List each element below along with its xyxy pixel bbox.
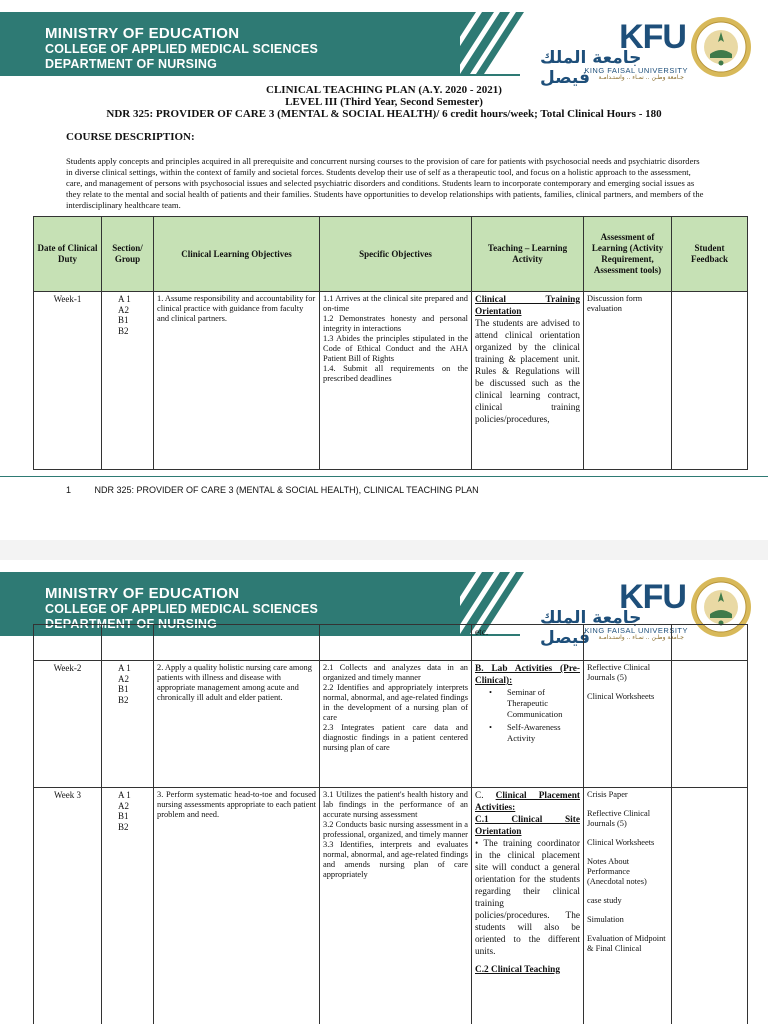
week-1-activity <box>472 292 584 470</box>
banner-stripes <box>420 12 540 74</box>
week-2-cell: Week-2 <box>34 661 102 788</box>
assessment-item: Reflective Clinical Journals (5) <box>587 809 651 828</box>
kfu-arabic-name: جامعة الملك فيصل <box>540 48 642 88</box>
specific-objective: 3.1 Utilizes the patient's health history and lab findings in the performance of an accurate nursing assessment <box>323 790 468 819</box>
plan-titles <box>0 84 768 120</box>
table-row <box>34 661 748 788</box>
empty-cell <box>584 625 672 661</box>
activity-subtitle: C.1 Clinical Site Orientation <box>475 815 580 837</box>
week-2-activity <box>472 661 584 788</box>
department-title: DEPARTMENT OF NURSING <box>45 56 218 71</box>
footer-text: NDR 325: PROVIDER OF CARE 3 (MENTAL & SOCIAL HEALTH), CLINICAL TEACHING PLAN <box>94 485 479 495</box>
course-description-heading: COURSE DESCRIPTION: <box>66 131 195 143</box>
group-label: A 1 <box>118 294 131 304</box>
group-label: B1 <box>118 684 129 694</box>
week-3-cell: Week 3 <box>34 788 102 1024</box>
group-label: B1 <box>118 315 129 325</box>
empty-cell <box>102 625 154 661</box>
college-title: COLLEGE OF APPLIED MEDICAL SCIENCES <box>45 602 318 616</box>
assessment-item: Evaluation of Midpoint & Final Clinical <box>587 934 666 953</box>
page-gap <box>0 540 768 560</box>
kfu-english-name: KING FAISAL UNIVERSITY <box>584 66 688 75</box>
activity-prefix: C. <box>475 791 484 801</box>
kfu-arabic-slogan: جـامعة وطـن .. نمـاء .. واستـدامـة <box>598 634 684 641</box>
header-group: Section/ Group <box>102 217 154 292</box>
week-3-activity <box>472 788 584 1024</box>
title-line-2: LEVEL III (Third Year, Second Semester) <box>285 96 483 108</box>
week-1-assessment: Discussion form evaluation <box>584 292 672 470</box>
week-1-specific-objectives <box>320 292 472 470</box>
title-line-1: CLINICAL TEACHING PLAN (A.Y. 2020 - 2021) <box>266 84 502 96</box>
ministry-block <box>45 26 318 70</box>
header-teaching-activity: Teaching – Learning Activity <box>472 217 584 292</box>
activity-title: B. Lab Activities (Pre-Clinical): <box>475 664 580 686</box>
kfu-letters: KFU <box>619 578 686 616</box>
continued-activity: etc. <box>472 625 584 661</box>
week-1-objective: 1. Assume responsibility and accountability for clinical practice with guidance from faculty and clinical partners. <box>154 292 320 470</box>
group-label: A2 <box>118 800 129 811</box>
group-label: A 1 <box>118 790 131 800</box>
kfu-logo <box>540 18 690 88</box>
activity-text: The students are advised to attend clinical orientation organized by the clinical training & placement unit. Rules & Regulations will be discussed such as the clinical learning contract, clinical training policies/procedures, <box>475 319 580 425</box>
page-number: 1 <box>66 485 72 495</box>
bullet-icon: • <box>489 722 493 732</box>
week-1-groups <box>102 292 154 470</box>
list-item <box>485 722 580 744</box>
course-description-text: Students apply concepts and principles acquired in all prerequisite and concurrent nursing courses to the provision of care for patients with psychosocial needs and psychiatric disorders in diverse clinical settings, within the context of family and societal forces. Students develop their use of self as a therapeutic tool, and focus on a holistic approach to the assessment, care, and management of persons with psychosocial issues and selected psychiatric disorders and conditions. Students learn to incorporate contemporary and emerging social issues as they relate to the mental and social health of patients and their families. Students have opportunities to develop relationships with patients, families, clinical partners, and members of the interdisciplinary healthcare team. <box>66 156 704 210</box>
empty-cell <box>154 625 320 661</box>
teaching-plan-table-1 <box>33 216 748 470</box>
activity-list <box>475 687 580 744</box>
table-row <box>34 788 748 1024</box>
assessment-item: Clinical Worksheets <box>587 692 655 701</box>
page-footer <box>66 485 479 495</box>
activity-text-body: The training coordinator in the clinical placement site will conduct a general orientation for the students regarding their clinical training policies/procedures. The students will also be oriented to the different units. <box>475 839 581 957</box>
week-3-assessment <box>584 788 672 1024</box>
specific-objective: 2.1 Collects and analyzes data in an organized and timely manner <box>323 663 468 682</box>
banner-underline <box>0 74 520 76</box>
specific-objective: 1.1 Arrives at the clinical site prepared and on-time <box>323 294 468 313</box>
college-title: COLLEGE OF APPLIED MEDICAL SCIENCES <box>45 42 318 56</box>
activity-item: Self-Awareness Activity <box>507 722 561 743</box>
ministry-title: MINISTRY OF EDUCATION <box>45 25 240 42</box>
week-3-groups <box>102 788 154 1024</box>
group-label: A 1 <box>118 663 131 673</box>
assessment-item: Crisis Paper <box>587 790 628 799</box>
department-title: DEPARTMENT OF NURSING <box>45 616 218 631</box>
week-2-specific-objectives <box>320 661 472 788</box>
activity-subtitle-2: C.2 Clinical Teaching <box>475 965 560 975</box>
footer-divider <box>0 476 768 477</box>
week-2-assessment <box>584 661 672 788</box>
bullet-icon: • <box>489 687 493 697</box>
activity-text <box>475 838 580 958</box>
group-label: B1 <box>118 811 129 821</box>
group-label: B2 <box>118 325 129 336</box>
table-row <box>34 292 748 470</box>
specific-objective: 3.3 Identifies, interprets and evaluates normal, abnormal, and age-related findings and amends nursing plan of care appropriately <box>323 840 468 879</box>
header-specific-objectives: Specific Objectives <box>320 217 472 292</box>
bullet-icon: • <box>475 839 479 849</box>
specific-objective: 2.2 Identifies and appropriately interprets normal, abnormal, and age-related findings in the development of a nursing plan of care <box>323 683 468 722</box>
header-student-feedback: Student Feedback <box>672 217 748 292</box>
group-label: A2 <box>118 673 129 684</box>
university-seal-icon <box>690 16 752 78</box>
specific-objective: 1.4. Submit all requirements on the prescribed deadlines <box>323 364 468 383</box>
assessment-item: Clinical Worksheets <box>587 838 655 847</box>
empty-cell <box>320 625 472 661</box>
activity-item: Seminar of Therapeutic Communication <box>507 687 563 719</box>
assessment-item: Notes About Performance (Anecdotal notes) <box>587 857 647 886</box>
header-assessment: Assessment of Learning (Activity Requirement, Assessment tools) <box>584 217 672 292</box>
specific-objective: 1.2 Demonstrates honesty and personal integrity in interactions <box>323 314 468 333</box>
header-clinical-objectives: Clinical Learning Objectives <box>154 217 320 292</box>
assessment-item: case study <box>587 896 622 905</box>
teaching-plan-table-2 <box>33 624 748 1024</box>
list-item <box>485 687 580 720</box>
activity-title: Clinical Training Orientation <box>475 295 580 317</box>
empty-cell <box>34 625 102 661</box>
activity-title: Clinical Placement Activities: <box>475 791 580 813</box>
empty-cell <box>672 625 748 661</box>
kfu-letters: KFU <box>619 18 686 56</box>
group-label: B2 <box>118 694 129 705</box>
week-2-feedback <box>672 661 748 788</box>
kfu-arabic-slogan: جـامعة وطـن .. نمـاء .. واستـدامـة <box>598 74 684 81</box>
specific-objective: 1.3 Abides the principles stipulated in the Code of Ethical Conduct and the AHA Patient Bill of Rights <box>323 334 468 363</box>
kfu-arabic-name: جامعة الملك فيصل <box>540 608 642 648</box>
group-label: A2 <box>118 304 129 315</box>
week-1-feedback <box>672 292 748 470</box>
assessment-item: Simulation <box>587 915 624 924</box>
week-2-groups <box>102 661 154 788</box>
title-line-3: NDR 325: PROVIDER OF CARE 3 (MENTAL & SOCIAL HEALTH)/ 6 credit hours/week; Total Clinical Hours - 180 <box>106 108 662 120</box>
week-1-cell: Week-1 <box>34 292 102 470</box>
header-banner <box>0 0 768 88</box>
page-2 <box>0 560 768 1024</box>
group-label: B2 <box>118 821 129 832</box>
assessment-item: Reflective Clinical Journals (5) <box>587 663 651 682</box>
table-header-row <box>34 217 748 292</box>
ministry-title: MINISTRY OF EDUCATION <box>45 585 240 602</box>
specific-objective: 3.2 Conducts basic nursing assessment in a professional, organized, and timely manner <box>323 820 468 839</box>
week-3-specific-objectives <box>320 788 472 1024</box>
week-2-objective: 2. Apply a quality holistic nursing care among patients with illness and disease with appropriate management among acute and chronically ill adult and elder patient. <box>154 661 320 788</box>
kfu-english-name: KING FAISAL UNIVERSITY <box>584 626 688 635</box>
specific-objective: 2.3 Integrates patient care data and diagnostic findings in a patient centered nursing plan of care <box>323 723 468 752</box>
table-row <box>34 625 748 661</box>
week-3-objective: 3. Perform systematic head-to-toe and focused nursing assessments appropriate to each patient problem and need. <box>154 788 320 1024</box>
header-date: Date of Clinical Duty <box>34 217 102 292</box>
week-3-feedback <box>672 788 748 1024</box>
